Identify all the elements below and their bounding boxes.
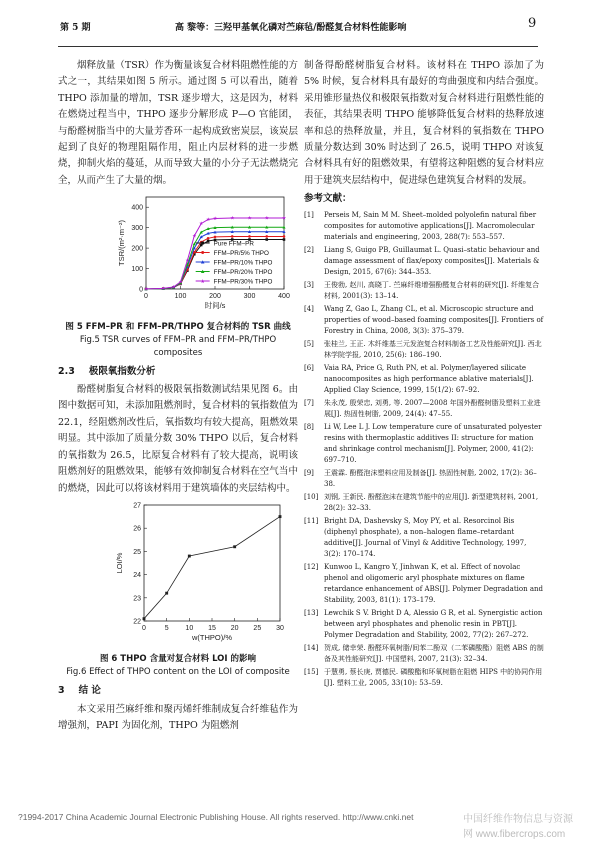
reference-item: [304, 516, 544, 560]
reference-number: [3]: [304, 280, 314, 289]
header-rule: [58, 46, 538, 47]
y-tick-label: 0: [139, 286, 143, 294]
paragraph-loi: 酚醛树脂复合材料的极限氧指数测试结果见图 6。由图中数据可知，未添加阻燃剂时，复合材料的氧指数值为 22.1，经阻燃剂改性后，氧指数均有较大提高，阻燃效果明显。其中添加了质量分数 30% THPO 以后，复合材料的氧指数为 26.5，比原复合材料有了较大提高，说明该阻燃剂好的阻燃效果，能够有效抑制复合材料在空气当中的燃烧，因此可以将该材料用于建筑墙体的夹层结构中。: [58, 384, 298, 494]
watermark: 中国纤维作物信息与资源网 www.fibercrops.com: [463, 814, 573, 840]
data-point: ★: [178, 280, 183, 286]
data-point: [188, 555, 191, 558]
page-number: 9: [528, 16, 537, 31]
data-point: ★: [199, 222, 204, 228]
x-tick-label: 400: [278, 293, 290, 301]
y-tick-label: 22: [133, 618, 141, 626]
copyright-line: ?1994-2017 China Academic Journal Electronic Publishing House. All rights reserved. http://www.cnki.net: [18, 812, 414, 822]
x-tick-label: 100: [174, 293, 187, 301]
y-axis-label: LOI/%: [115, 552, 124, 574]
reference-number: [12]: [304, 562, 319, 571]
reference-text: Vaia RA, Price G, Ruth PN, et al. Polymer/layered silicate nanocomposites as high performance ablative materials[J]. Applied Clay Science, 1999, 15(1/2): 67–92.: [324, 363, 534, 394]
paragraph-conclusion-start: 本文采用苎麻纤维和聚丙烯纤维制成复合纤维毡作为增强剂，PAPI 为固化剂，THPO 为阻燃剂: [58, 703, 298, 732]
y-tick-label: 27: [133, 502, 141, 510]
x-axis-label: w(THPO)/%: [192, 632, 232, 642]
x-tick-label: 30: [276, 624, 284, 632]
references-heading: 参考文献：: [304, 193, 352, 205]
reference-text: Kunwoo L, Kangro Y, Jinhwan K, et al. Effect of novolac phenol and oligomeric aryl phosphate mixtures on flame retardance enhancement of ABS[J]. Polymer Degradation and Stability, 2003, 81(1): 173–179.: [324, 562, 544, 604]
x-tick-label: 25: [253, 624, 262, 632]
x-tick-label: 300: [243, 293, 256, 301]
reference-text: Li W, Lee L J. Low temperature cure of unsaturated polyester resins with thermoplastic additives II: structure for mation and shrinkage control mechanism[J]. Polymer, 2000, 41(2): 697–710.: [324, 422, 542, 464]
legend-label: Pure FFM–PR: [213, 240, 254, 248]
fig5-caption-en: Fig.5 TSR curves of FFM–PR and FFM–PR/THPO composites: [79, 334, 277, 358]
y-tick-label: 400: [131, 204, 143, 212]
reference-text: Bright DA, Dashevsky S, Moy PY, et al. Resorcinol Bis (diphenyl phosphate), a non–halogen flame–retardant additive[J]. Journal of Vinyl & Additive Technology, 1997, 3(2): 170–174.: [324, 516, 527, 558]
y-tick-label: 25: [133, 548, 141, 556]
reference-item: [304, 245, 544, 278]
reference-text: 张桂兰, 王正. 木纤维基三元发泡复合材料制备工艺及性能研究[J]. 西北林学院学报, 2010, 25(6): 186–190.: [324, 339, 542, 359]
reference-text: Wang Z, Gao L, Zhang CL, et al. Microscopic structure and properties of wood–based foaming composites[J]. Frontiers of Forestry in China, 2008, 3(3): 375–379.: [324, 304, 544, 335]
reference-item: [304, 608, 544, 641]
legend-label: FFM–PR/20% THPO: [213, 269, 273, 277]
section-number: 2.3: [58, 365, 75, 377]
data-point: ★: [247, 216, 252, 222]
figure-6: [58, 497, 298, 679]
section-title: 结 论: [78, 685, 101, 697]
data-point: ★: [212, 217, 218, 223]
reference-number: [2]: [304, 245, 314, 254]
data-point: [279, 515, 282, 518]
reference-number: [5]: [304, 339, 314, 348]
fig5-caption-zh: 图 5 FFM–PR 和 FFM–PR/THPO 复合材料的 TSR 曲线: [65, 321, 291, 332]
x-tick-label: 0: [142, 624, 146, 632]
reference-number: [13]: [304, 608, 319, 617]
reference-item: [304, 667, 544, 689]
reference-item: [304, 339, 544, 361]
legend-label: FFM–PR/10% THPO: [213, 259, 273, 267]
page-header: [0, 14, 595, 38]
reference-text: Lewchik S V. Bright D A, Alessio G R, et al. Synergistic action between aryl phosphates and phenolic resin in PBT[J]. Polymer Degradation and Stability, 2002, 77(2): 267–272.: [324, 608, 543, 639]
x-tick-label: 15: [208, 624, 216, 632]
x-tick-label: 0: [144, 293, 148, 301]
running-title: 高 黎等：三羟甲基氧化磷对苎麻毡/酚醛复合材料性能影响: [175, 23, 407, 33]
fig6-caption-en: Fig.6 Effect of THPO content on the LOI of composite: [66, 667, 290, 678]
reference-item: [304, 492, 544, 514]
data-point: [265, 235, 268, 238]
y-tick-label: 23: [133, 595, 141, 603]
data-point: ★: [143, 287, 149, 293]
data-point: [201, 251, 204, 254]
reference-number: [11]: [304, 516, 319, 525]
data-point: [143, 617, 146, 620]
section-3-heading: [58, 683, 298, 699]
data-point: ★: [200, 279, 206, 286]
reference-number: [8]: [304, 422, 314, 431]
data-point: [207, 240, 210, 243]
plot-frame: [144, 505, 280, 621]
data-point: ★: [281, 216, 287, 222]
data-point: ★: [205, 218, 211, 224]
series-line: [144, 517, 280, 619]
reference-number: [9]: [304, 468, 314, 477]
data-point: [265, 238, 268, 241]
tsr-chart: [58, 189, 298, 314]
legend-label: FFM–PR/30% THPO: [213, 278, 273, 286]
reference-number: [14]: [304, 643, 319, 652]
data-point: [165, 592, 168, 595]
page-footer: [18, 812, 578, 840]
data-point: [231, 235, 234, 238]
fig6-caption-zh: 图 6 THPO 含量对复合材料 LOI 的影响: [99, 654, 257, 665]
x-tick-label: 10: [185, 624, 194, 632]
section-number: 3: [58, 685, 65, 697]
reference-number: [10]: [304, 492, 319, 501]
data-point: ★: [192, 234, 197, 240]
reference-item: [304, 398, 544, 420]
reference-number: [7]: [304, 398, 314, 407]
reference-text: 王俊勃, 赵川, 高晓丁. 苎麻纤维增强酚醛复合材料的研究[J]. 纤维复合材料, 2001(3): 13–14.: [324, 280, 540, 300]
section-2-3-heading: [58, 364, 298, 380]
data-point: ★: [230, 216, 235, 222]
data-point: [283, 235, 286, 238]
data-point: ★: [171, 285, 176, 291]
reference-item: [304, 562, 544, 606]
reference-number: [1]: [304, 210, 314, 219]
data-point: [207, 237, 210, 240]
reference-number: [15]: [304, 667, 319, 676]
reference-item: [304, 210, 544, 243]
reference-item: [304, 280, 544, 302]
reference-item: [304, 643, 544, 665]
reference-item: [304, 304, 544, 337]
paragraph-tsr: 烟释放量（TSR）作为衡量该复合材料阻燃性能的方式之一，其结果如图 5 所示。通过图 5 可以看出，随着 THPO 添加量的增加，TSR 逐步增大，这是因为，材料在燃烧过程当中，THPO 逐步分解形成 P—O 官能团，与酚醛树脂当中的大量芳香环一起构成致密炭层，该炭层起到了良好的物理阻隔作用，阻止内层材料的进一步燃烧，抑制火焰的蔓延，从而导致大量的小分子无法燃烧完全，从而产生了大量的烟。: [58, 60, 298, 186]
y-tick-label: 24: [133, 572, 141, 580]
figure-5: [58, 189, 298, 359]
data-point: ★: [161, 287, 166, 293]
x-tick-label: 5: [164, 624, 169, 632]
paragraph-conclusion-cont: 制备得酚醛树脂复合材料。该材料在 THPO 添加了为 5% 时候，复合材料具有最好的弯曲强度和内结合强度。采用锥形量热仪和极限氧指数对复合材料进行阻燃性能的表征，其结果表明 THPO 能够降低复合材料的热释放速率和总的热释放量，并且，复合材料的氧指数在 THPO 质量分数达到 30% 时达到了 26.5，说明 THPO 对该复合材料具有好的阻燃效果，有望将这种阻燃的复合材料应用于建筑夹层结构中，促进绿色建筑复合材料的发展。: [304, 60, 544, 186]
x-axis-label: 时间/s: [204, 301, 226, 311]
y-tick-label: 300: [131, 225, 143, 233]
reference-text: Perseis M, Sain M M. Sheet–molded polyolefin natural fiber composites for automotive applications[J]. Macromolecular materials and engineering, 2003, 288(7): 553–557.: [324, 210, 537, 241]
left-column: [58, 58, 298, 735]
reference-text: 贺成, 储幸荣. 酚醛环氧树脂/间苯二酚双（二苯磷酸酯）阻燃 ABS 的制备及其性能研究[J]. 中国塑料, 2007, 21(3): 32–34.: [324, 643, 544, 663]
reference-list: [304, 210, 544, 689]
reference-text: 刘钢, 王新民. 酚醛泡沫在建筑节能中的应用[J]. 新型建筑材料, 2001, 28(2): 32–33.: [324, 492, 539, 512]
reference-number: [6]: [304, 363, 314, 372]
reference-item: [304, 363, 544, 396]
data-point: ★: [185, 259, 190, 265]
y-tick-label: 200: [131, 245, 143, 253]
data-point: ★: [264, 216, 269, 222]
reference-item: [304, 468, 544, 490]
reference-text: 王震霖. 酚醛泡沫塑料应用及制备[J]. 热固性树脂, 2002, 17(2): 36–38.: [324, 468, 537, 488]
section-title: 极限氧指数分析: [88, 365, 156, 377]
issue-number: 第 5 期: [60, 23, 91, 33]
y-tick-label: 100: [131, 266, 143, 274]
reference-item: [304, 422, 544, 466]
data-point: [283, 238, 286, 241]
loi-chart: [58, 497, 298, 647]
reference-number: [4]: [304, 304, 314, 313]
data-point: [201, 242, 204, 245]
x-tick-label: 200: [209, 293, 221, 301]
reference-text: 朱永茂, 殷荣忠, 刘勇, 等. 2007—2008 年国外酚醛树脂及塑料工业进展[J]. 热固性树脂, 2009, 24(4): 47–55.: [324, 398, 541, 418]
x-tick-label: 20: [230, 624, 239, 632]
data-point: [248, 235, 251, 238]
data-point: [214, 236, 217, 239]
reference-text: Liang S, Guigo PB, Guillaumat L. Quasi–static behaviour and damage assessment of flax/epoxy composites[J]. Materials & Design, 2015, 67(6): 344–353.: [324, 245, 540, 276]
legend-label: FFM–PR/5% THPO: [213, 250, 269, 258]
data-point: [233, 545, 236, 548]
y-axis-label: TSR/(m²·m⁻²): [117, 220, 126, 267]
right-column: [304, 58, 544, 691]
y-tick-label: 26: [133, 525, 141, 533]
reference-text: 于慧勇, 蔡长庚, 贾德民. 磷酸酯和环氧树脂在阻燃 HIPS 中的协同作用[J]. 塑料工业, 2005, 33(10): 53–59.: [324, 667, 543, 687]
